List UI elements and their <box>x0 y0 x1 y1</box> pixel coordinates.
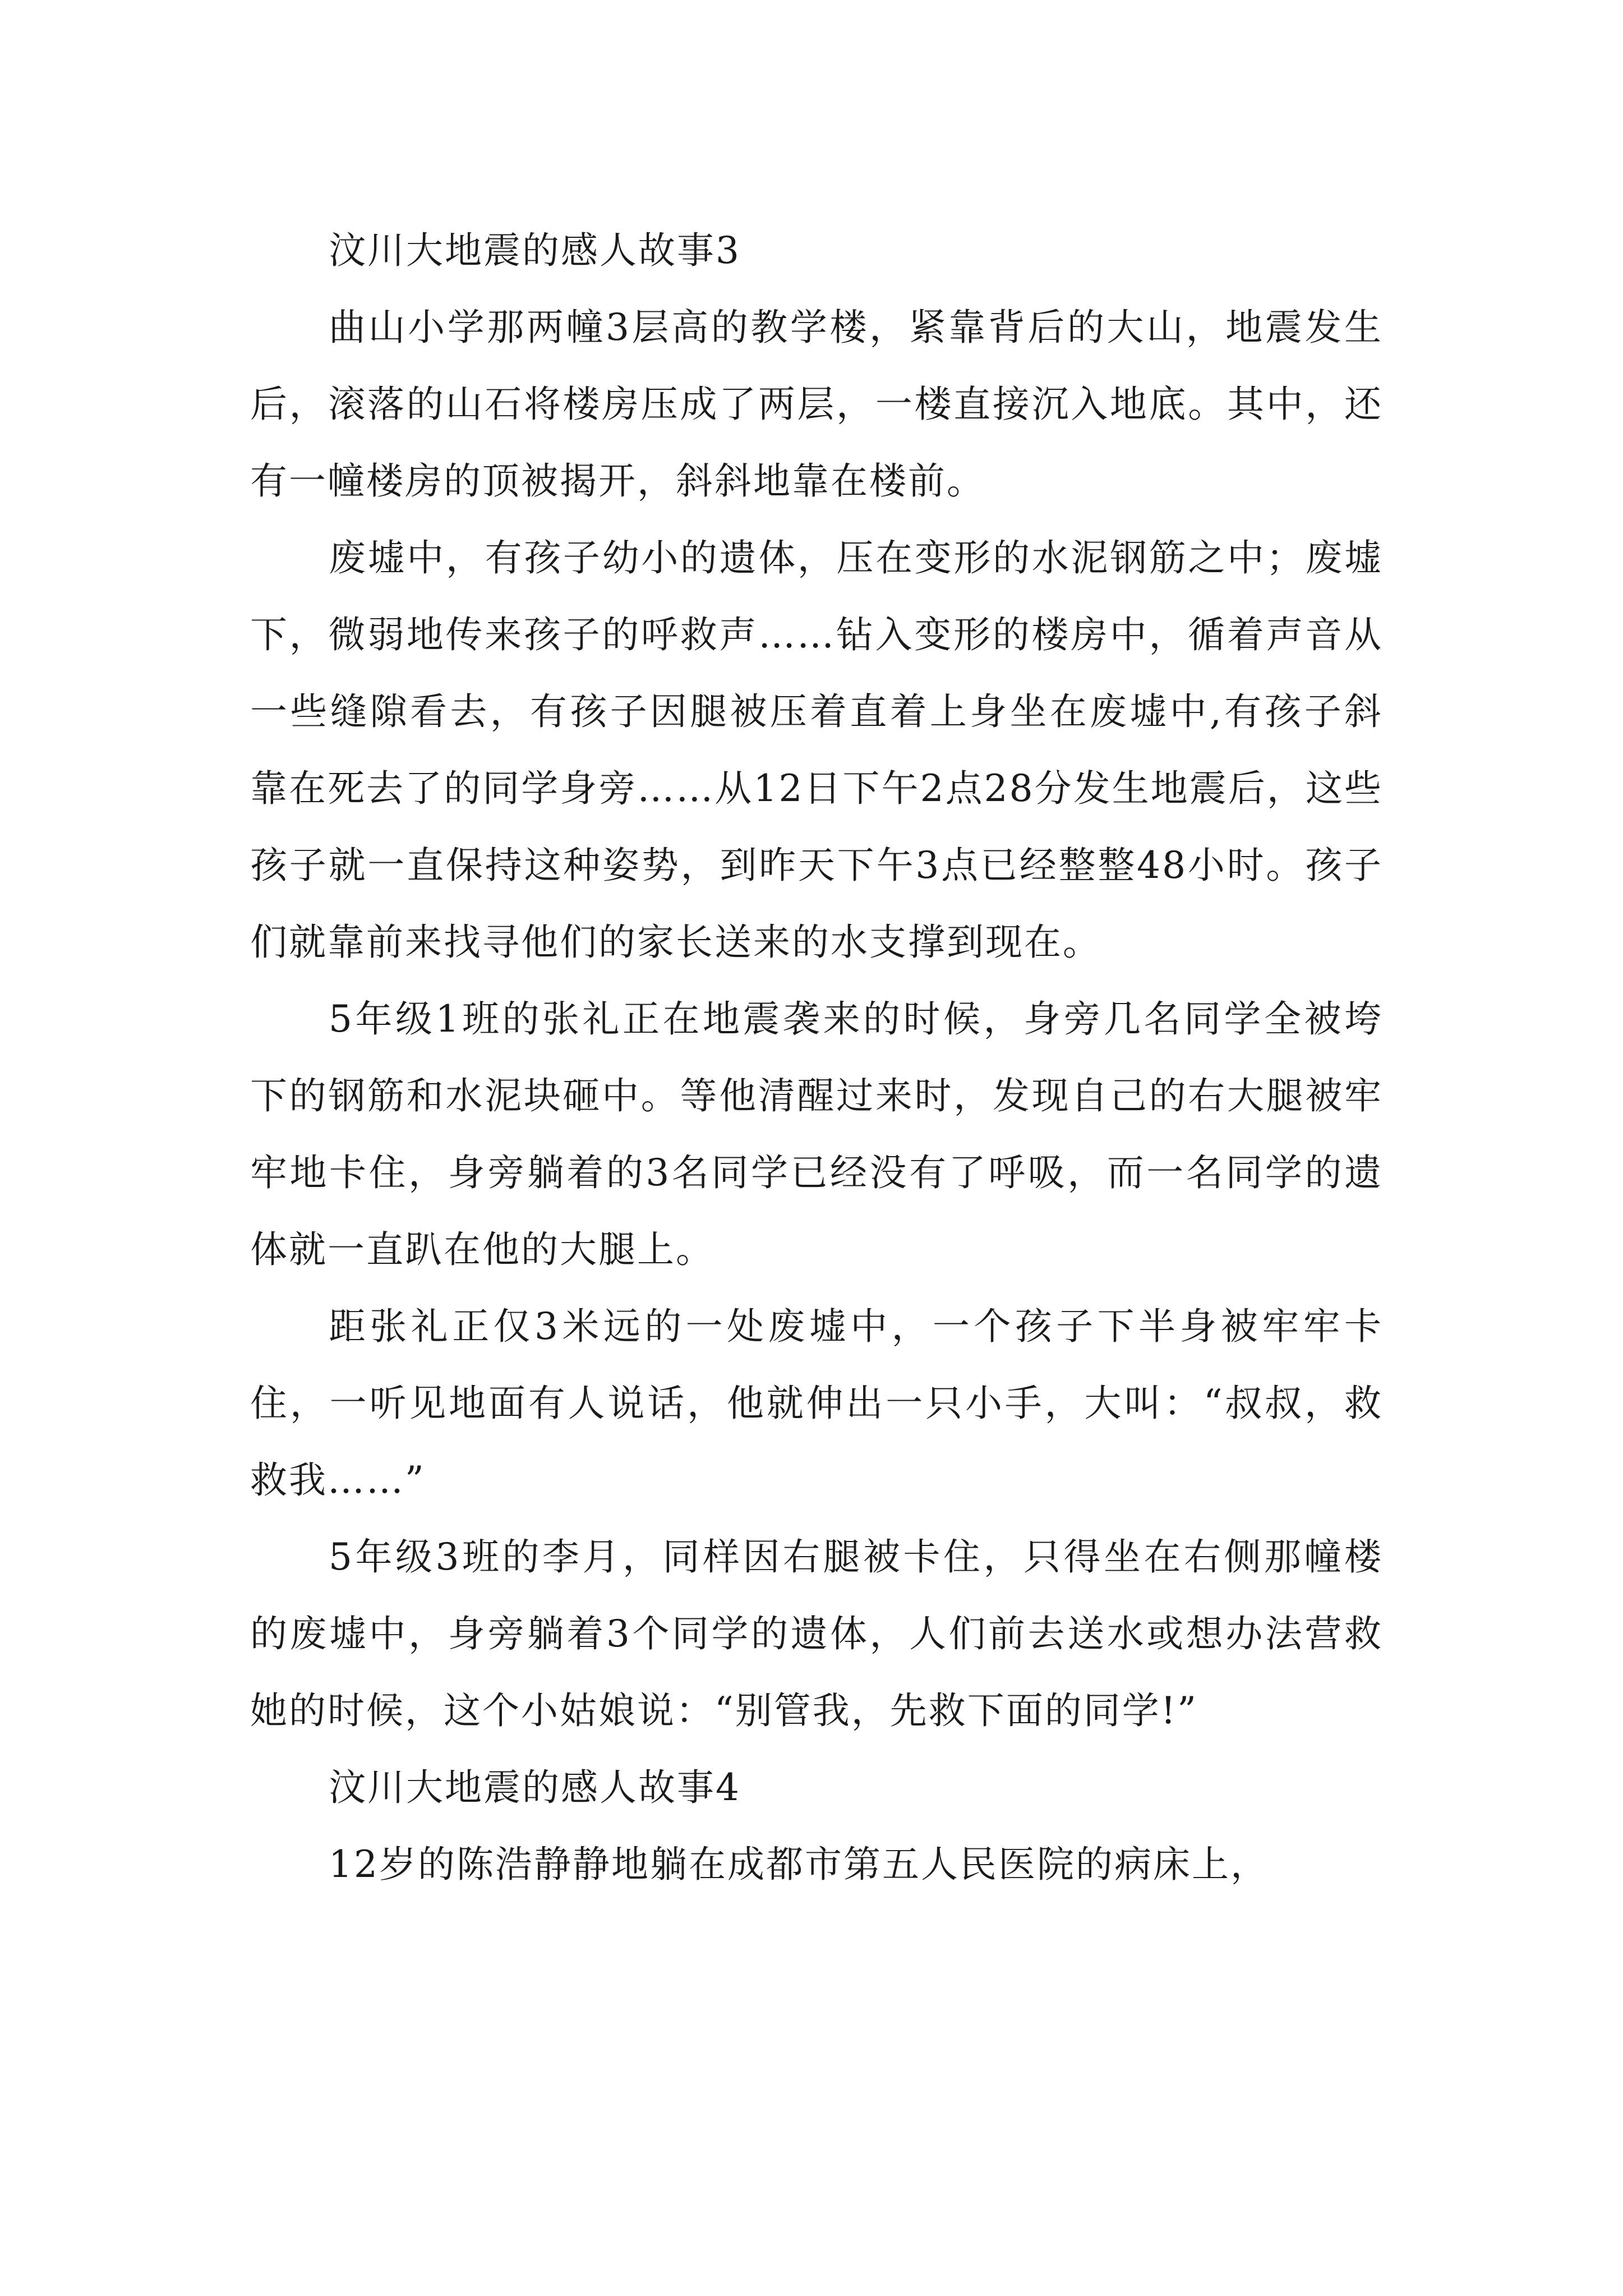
document-body <box>250 212 1383 1903</box>
story-4-heading: 汶川大地震的感人故事4 <box>329 1766 741 1809</box>
paragraph-school-buildings: 曲山小学那两幢3层高的教学楼，紧靠背后的大山，地震发生后，滚落的山石将楼房压成了两层，一楼直接沉入地底。其中，还有一幢楼房的顶被揭开，斜斜地靠在楼前。 <box>250 306 1383 503</box>
story-3-heading: 汶川大地震的感人故事3 <box>329 229 741 272</box>
paragraph-zhang-lizheng: 5年级1班的张礼正在地震袭来的时候，身旁几名同学全被垮下的钢筋和水泥块砸中。等他清醒过来时，发现自己的右大腿被牢牢地卡住，身旁躺着的3名同学已经没有了呼吸，而一名同学的遗体就一直趴在他的大腿上。 <box>250 997 1383 1271</box>
paragraph-child-hand: 距张礼正仅3米远的一处废墟中，一个孩子下半身被牢牢卡住，一听见地面有人说话，他就伸出一只小手，大叫：“叔叔，救救我……” <box>250 1305 1383 1502</box>
paragraph-ruins: 废墟中，有孩子幼小的遗体，压在变形的水泥钢筋之中；废墟下，微弱地传来孩子的呼救声……钻入变形的楼房中，循着声音从一些缝隙看去，有孩子因腿被压着直着上身坐在废墟中,有孩子斜靠在死去了的同学身旁……从12日下午2点28分发生地震后，这些孩子就一直保持这种姿势，到昨天下午3点已经整整48小时。孩子们就靠前来找寻他们的家长送来的水支撑到现在。 <box>250 536 1383 964</box>
paragraph-li-yue: 5年级3班的李月，同样因右腿被卡住，只得坐在右侧那幢楼的废墟中，身旁躺着3个同学的遗体，人们前去送水或想办法营救她的时候，这个小姑娘说：“别管我，先救下面的同学!” <box>250 1535 1383 1732</box>
paragraph-chen-hao: 12岁的陈浩静静地躺在成都市第五人民医院的病床上， <box>329 1843 1269 1886</box>
